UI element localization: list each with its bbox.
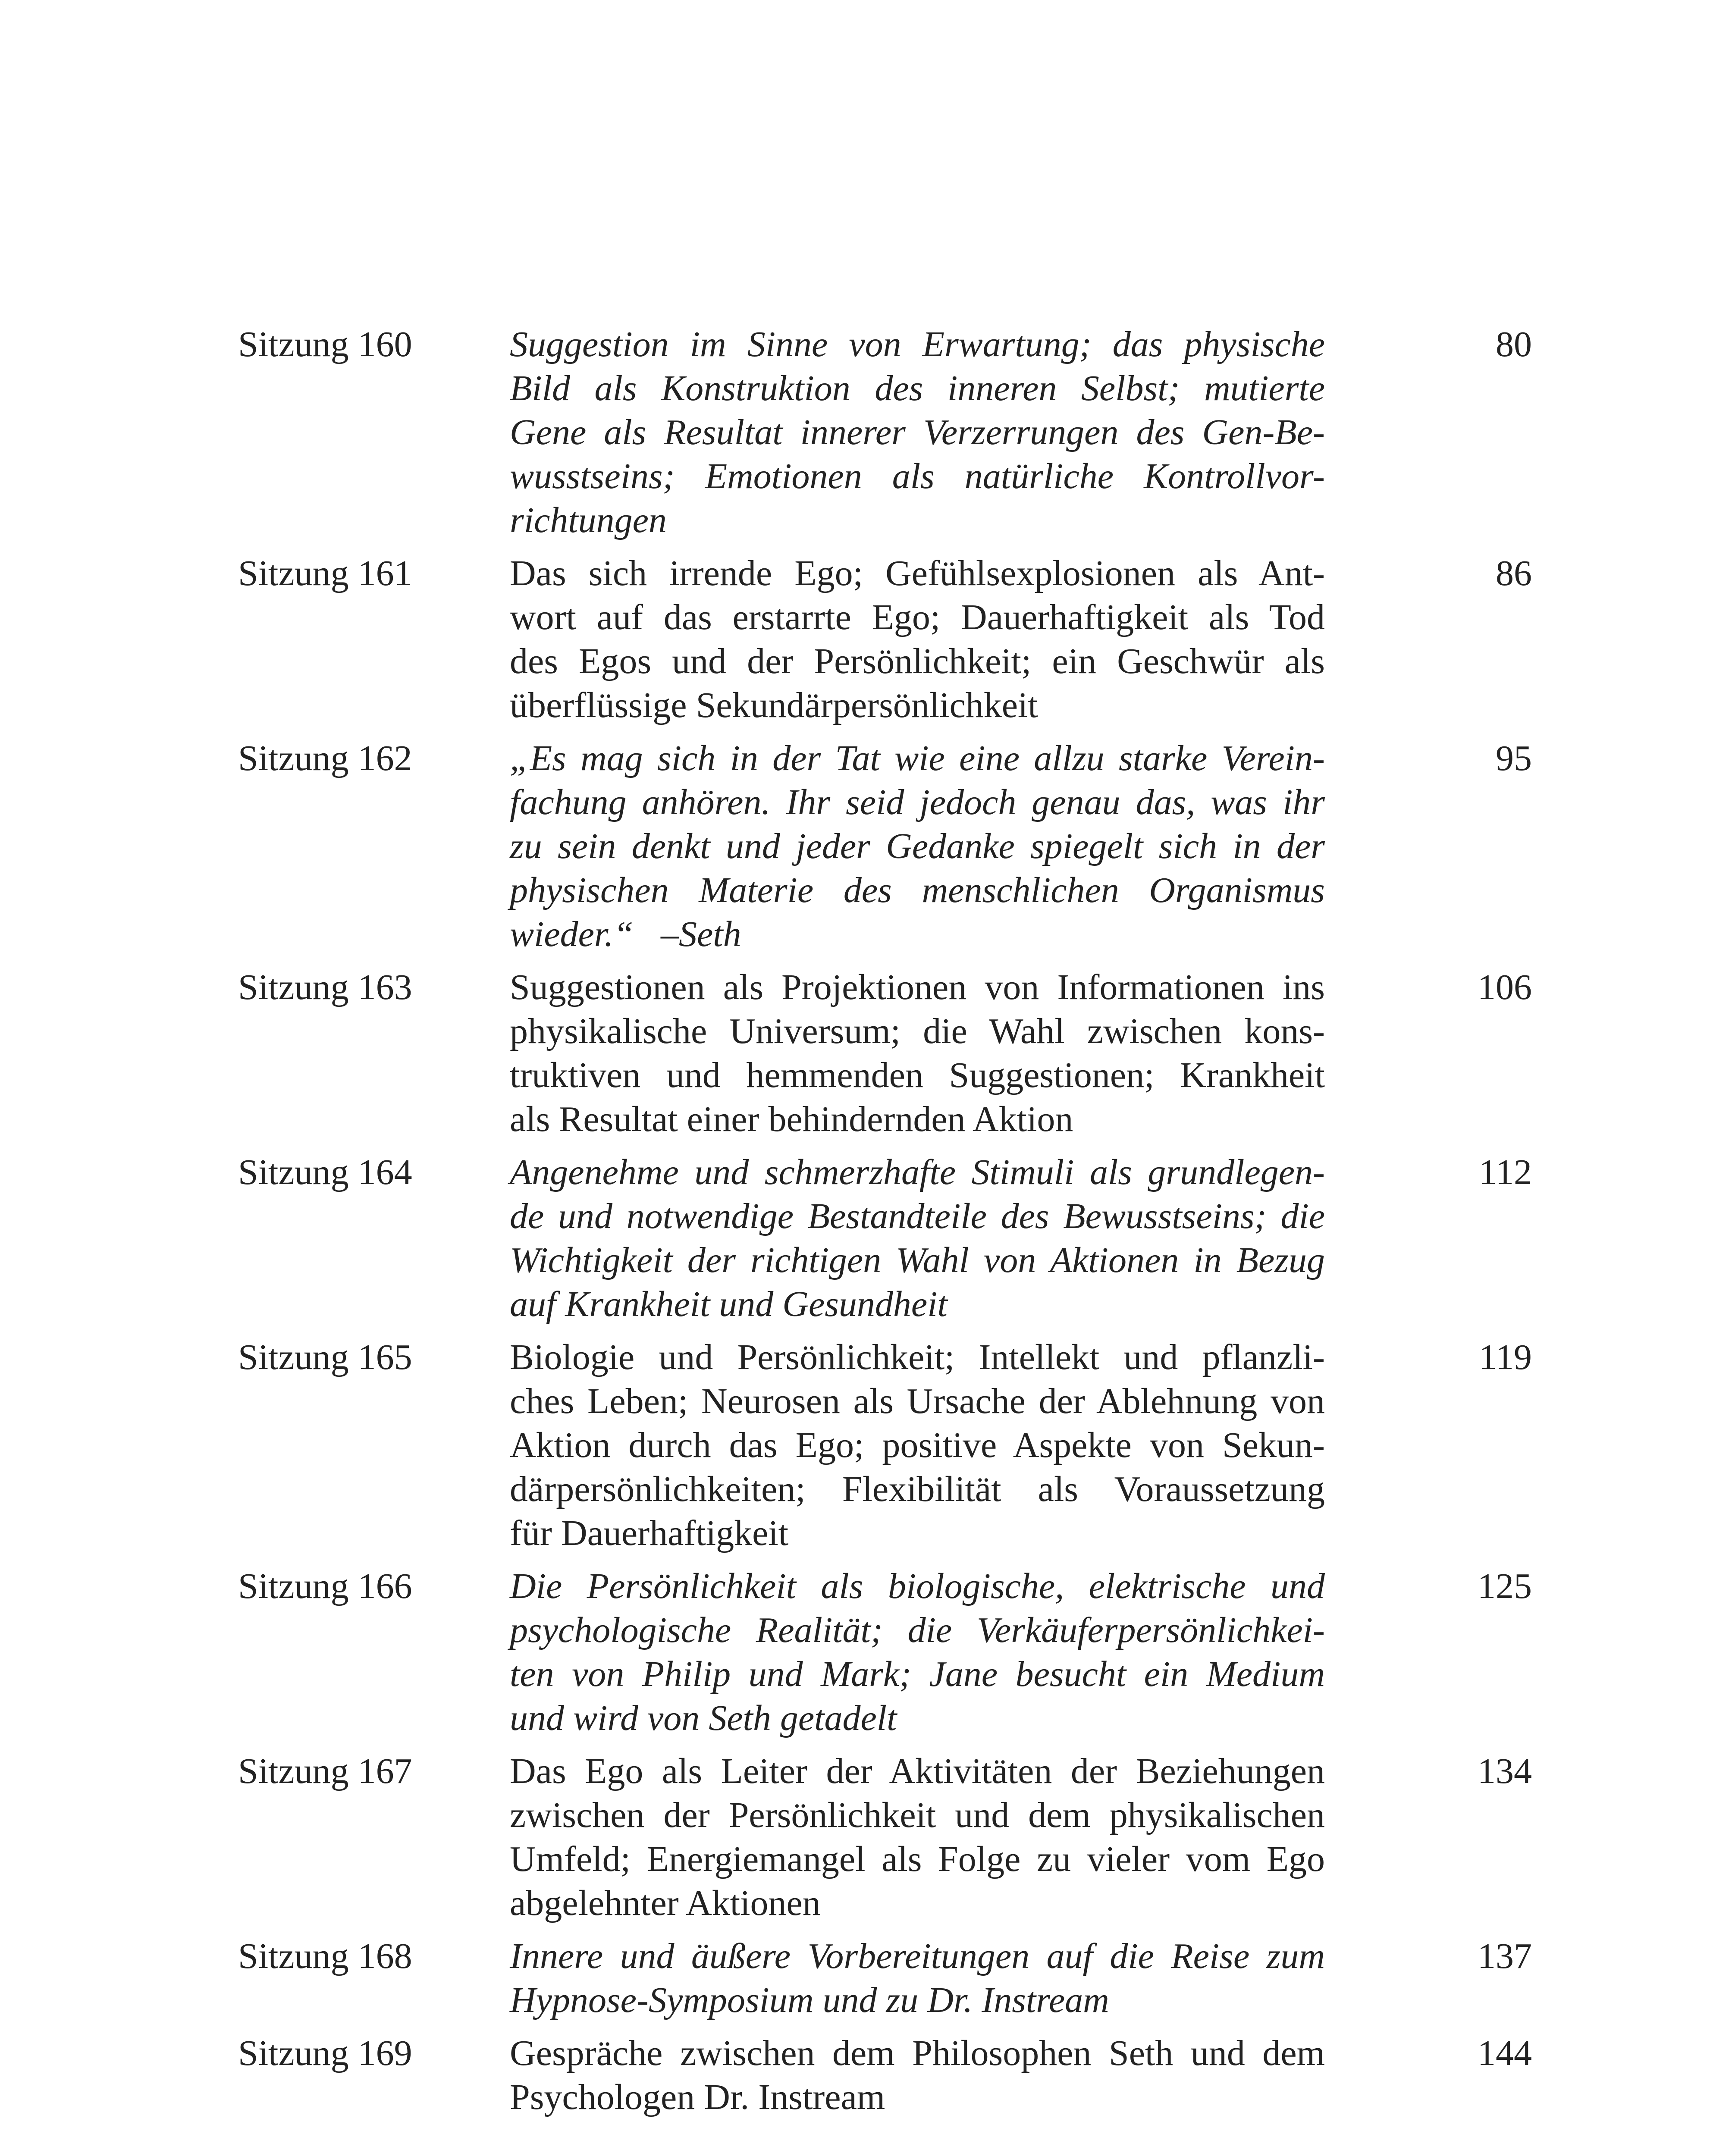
page-number: 112 xyxy=(1479,1152,1532,1192)
session-label: Sitzung 164 xyxy=(238,1152,412,1192)
description-line: zu sein denkt und jeder Gedanke spiegelt sich in der xyxy=(510,826,1325,866)
session-description xyxy=(510,1564,1325,1740)
toc-entry[interactable] xyxy=(238,736,1532,956)
page-number: 119 xyxy=(1479,1337,1532,1377)
description-line: zwischen der Persönlichkeit und dem physikalischen xyxy=(510,1795,1325,1835)
description-line: des Egos und der Persönlichkeit; ein Geschwür als xyxy=(510,641,1325,681)
page-number: 106 xyxy=(1478,967,1532,1007)
description-line: wusstseins; Emotionen als natürliche Kontrollvor- xyxy=(510,456,1325,496)
page-number: 134 xyxy=(1478,1751,1532,1791)
description-line: Suggestionen als Projektionen von Informationen ins xyxy=(510,967,1325,1007)
page-number: 137 xyxy=(1478,1936,1532,1976)
description-line: physikalische Universum; die Wahl zwischen kons- xyxy=(510,1011,1325,1051)
description-line: Wichtigkeit der richtigen Wahl von Aktionen in Bezug xyxy=(510,1240,1325,1280)
session-description xyxy=(510,1749,1325,1925)
session-description xyxy=(510,552,1325,727)
session-label: Sitzung 162 xyxy=(238,738,412,778)
session-description xyxy=(510,1934,1325,2022)
toc-entry[interactable] xyxy=(238,1934,1532,2022)
description-line: überflüssige Sekundärpersönlichkeit xyxy=(510,685,1038,725)
page-number: 80 xyxy=(1496,324,1532,364)
session-label: Sitzung 163 xyxy=(238,967,412,1007)
description-line: wieder.“ –Seth xyxy=(510,914,741,954)
description-line: Das sich irrende Ego; Gefühlsexplosionen als Ant- xyxy=(510,553,1325,593)
description-line: fachung anhören. Ihr seid jedoch genau das, was ihr xyxy=(510,782,1325,822)
toc-entry[interactable] xyxy=(238,2031,1532,2119)
description-line: Psychologen Dr. Instream xyxy=(510,2077,885,2117)
description-line: därpersönlichkeiten; Flexibilität als Voraussetzung xyxy=(510,1469,1325,1509)
description-line: Suggestion im Sinne von Erwartung; das physische xyxy=(510,324,1325,364)
description-line: truktiven und hemmenden Suggestionen; Krankheit xyxy=(510,1055,1325,1095)
description-line: Das Ego als Leiter der Aktivitäten der Beziehungen xyxy=(510,1751,1325,1791)
session-label: Sitzung 168 xyxy=(238,1936,412,1976)
description-line: Gene als Resultat innerer Verzerrungen des Gen-Be- xyxy=(510,412,1325,452)
session-description xyxy=(510,736,1325,956)
session-description xyxy=(510,1150,1325,1326)
description-line: „Es mag sich in der Tat wie eine allzu starke Verein- xyxy=(510,738,1325,778)
session-label: Sitzung 167 xyxy=(238,1751,412,1791)
session-label: Sitzung 161 xyxy=(238,553,412,593)
description-line: Umfeld; Energiemangel als Folge zu vieler vom Ego xyxy=(510,1839,1325,1879)
session-description xyxy=(510,2031,1325,2119)
toc-entry[interactable] xyxy=(238,552,1532,727)
description-line: Biologie und Persönlichkeit; Intellekt und pflanzli- xyxy=(510,1337,1325,1377)
session-label: Sitzung 165 xyxy=(238,1337,412,1377)
toc-entry[interactable] xyxy=(238,965,1532,1141)
description-line: auf Krankheit und Gesundheit xyxy=(510,1284,948,1324)
description-line: für Dauerhaftigkeit xyxy=(510,1513,789,1553)
session-description xyxy=(510,965,1325,1141)
description-line: Angenehme und schmerzhafte Stimuli als grundlegen- xyxy=(510,1152,1325,1192)
description-line: Bild als Konstruktion des inneren Selbst; mutierte xyxy=(510,368,1325,408)
session-label: Sitzung 166 xyxy=(238,1566,412,1606)
toc-entry[interactable] xyxy=(238,1150,1532,1326)
description-line: und wird von Seth getadelt xyxy=(510,1698,897,1738)
table-of-contents xyxy=(238,323,1532,2128)
page-number: 95 xyxy=(1496,738,1532,778)
session-label: Sitzung 169 xyxy=(238,2033,412,2073)
description-line: abgelehnter Aktionen xyxy=(510,1883,821,1923)
session-description xyxy=(510,323,1325,542)
description-line: Aktion durch das Ego; positive Aspekte von Sekun- xyxy=(510,1425,1325,1465)
description-line: ten von Philip und Mark; Jane besucht ein Medium xyxy=(510,1654,1325,1694)
description-line: ches Leben; Neurosen als Ursache der Ablehnung von xyxy=(510,1381,1325,1421)
description-line: als Resultat einer behindernden Aktion xyxy=(510,1099,1073,1139)
session-description xyxy=(510,1335,1325,1555)
toc-entry[interactable] xyxy=(238,323,1532,542)
page-number: 86 xyxy=(1496,553,1532,593)
description-line: Innere und äußere Vorbereitungen auf die Reise zum xyxy=(510,1936,1325,1976)
description-line: Hypnose-Symposium und zu Dr. Instream xyxy=(510,1980,1109,2020)
toc-entry[interactable] xyxy=(238,1564,1532,1740)
description-line: de und notwendige Bestandteile des Bewusstseins; die xyxy=(510,1196,1325,1236)
toc-entry[interactable] xyxy=(238,1335,1532,1555)
description-line: psychologische Realität; die Verkäuferpersönlichkei- xyxy=(510,1610,1325,1650)
description-line: Gespräche zwischen dem Philosophen Seth und dem xyxy=(510,2033,1325,2073)
page-number: 125 xyxy=(1478,1566,1532,1606)
description-line: physischen Materie des menschlichen Organismus xyxy=(510,870,1325,910)
description-line: Die Persönlichkeit als biologische, elektrische und xyxy=(510,1566,1325,1606)
description-line: richtungen xyxy=(510,500,667,540)
session-label: Sitzung 160 xyxy=(238,324,412,364)
description-line: wort auf das erstarrte Ego; Dauerhaftigkeit als Tod xyxy=(510,597,1325,637)
toc-entry[interactable] xyxy=(238,1749,1532,1925)
page-number: 144 xyxy=(1478,2033,1532,2073)
